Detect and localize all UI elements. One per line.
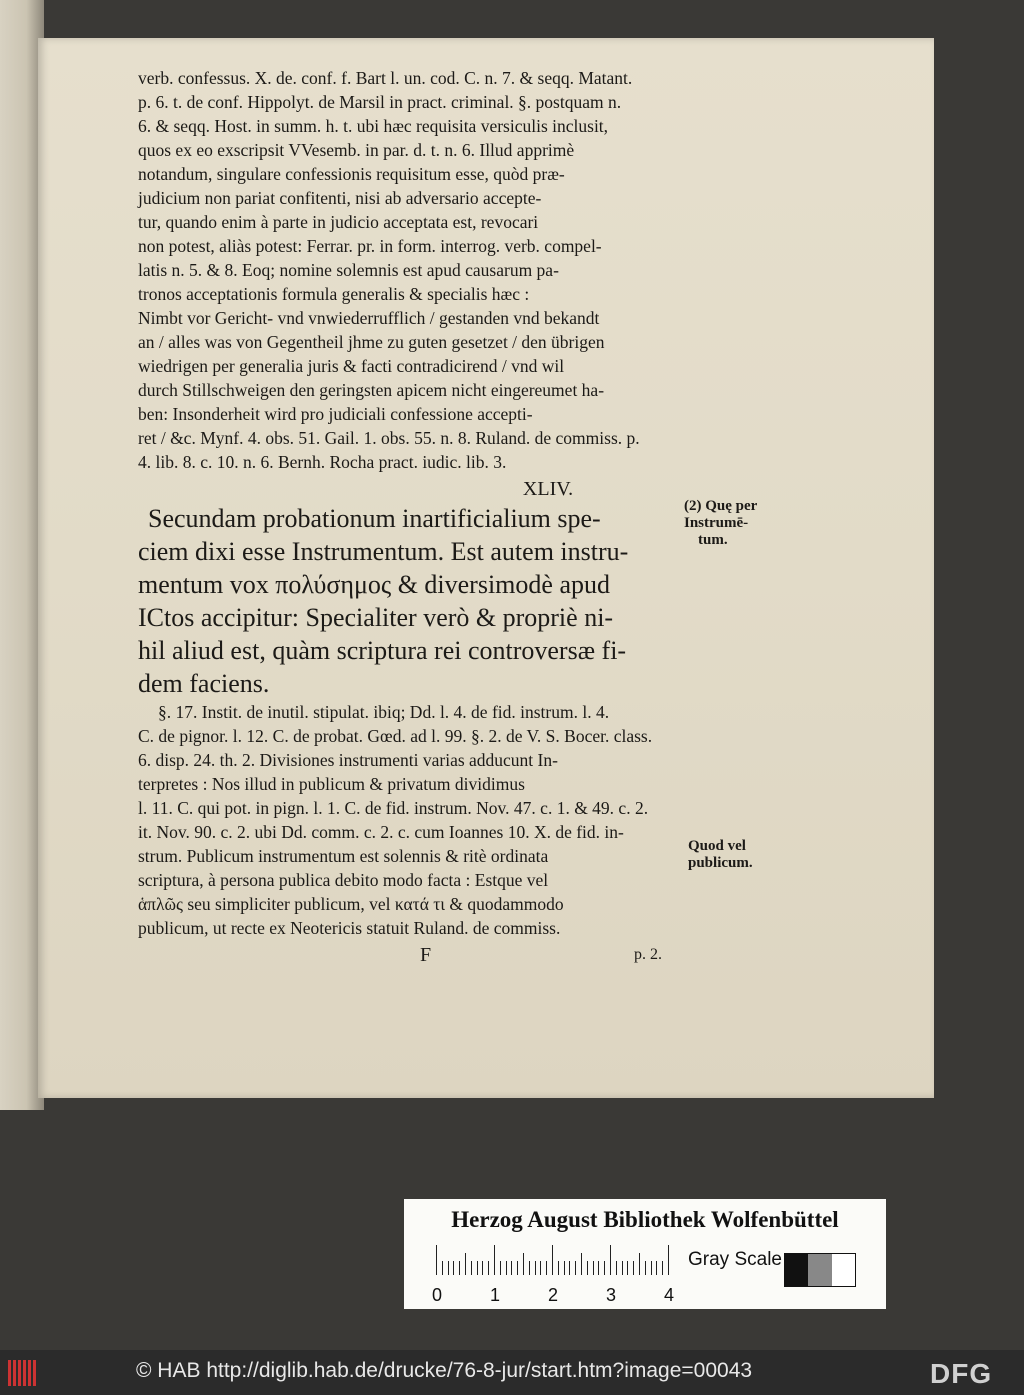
main-text-line: ciem dixi esse Instrumentum. Est autem instru- [138, 537, 629, 566]
margin-note-line: Quod vel [688, 838, 746, 854]
ruler-tick [529, 1261, 530, 1275]
ruler-tick [488, 1261, 489, 1275]
footer-bar [0, 1350, 1024, 1395]
ruler-number: 1 [490, 1285, 501, 1305]
ruler-tick [540, 1261, 541, 1275]
text-line: judicium non pariat confitenti, nisi ab adversario accepte- [138, 188, 542, 208]
ruler-number: 2 [548, 1285, 559, 1305]
footer-url[interactable]: © HAB http://diglib.hab.de/drucke/76-8-jur/start.htm?image=00043 [136, 1359, 753, 1382]
text-line: ret / &c. Mynf. 4. obs. 51. Gail. 1. obs. 55. n. 8. Ruland. de commiss. p. [138, 428, 640, 448]
ruler-tick [523, 1253, 524, 1275]
text-line: tur, quando enim à parte in judicio acceptata est, revocari [138, 212, 539, 232]
ruler-tick [494, 1245, 495, 1275]
text-line: strum. Publicum instrumentum est solennis & ritè ordinata [138, 846, 549, 866]
text-line: quos ex eo exscripsit VVesemb. in par. d. t. n. 6. Illud apprimè [138, 140, 575, 160]
text-line: it. Nov. 90. c. 2. ubi Dd. comm. c. 2. c. cum Ioannes 10. X. de fid. in- [138, 822, 624, 842]
ruler-number: 0 [432, 1285, 443, 1305]
ruler-tick [477, 1261, 478, 1275]
text-line: durch Stillschweigen den geringsten apicem nicht eingereumet ha- [138, 380, 605, 400]
ruler-tick [500, 1261, 501, 1275]
main-text-line: Secundam probationum inartificialium spe- [148, 504, 601, 533]
text-line: wiedrigen per generalia juris & facti contradicirend / vnd wil [138, 356, 565, 376]
margin-note-line: publicum. [688, 855, 753, 871]
ruler-tick [564, 1261, 565, 1275]
main-text-line: ICtos accipitur: Specialiter verò & propriè ni- [138, 603, 614, 632]
ruler-tick [604, 1261, 605, 1275]
text-line: Nimbt vor Gericht- vnd vnwiederrufflich / gestanden vnd bekandt [138, 308, 600, 328]
ruler-tick [546, 1261, 547, 1275]
ruler-tick [436, 1245, 437, 1275]
gray-scale-swatches [784, 1253, 856, 1287]
text-line: terpretes : Nos illud in publicum & privatum dividimus [138, 774, 525, 794]
ruler [436, 1245, 676, 1275]
ruler-tick [517, 1261, 518, 1275]
ruler-tick [656, 1261, 657, 1275]
color-reference-card [404, 1199, 886, 1309]
ruler-tick [627, 1261, 628, 1275]
ruler-tick [511, 1261, 512, 1275]
margin-note-line: (2) Quę per [684, 498, 758, 514]
text-line: 4. lib. 8. c. 10. n. 6. Bernh. Rocha pract. iudic. lib. 3. [138, 452, 507, 472]
ruler-tick [575, 1261, 576, 1275]
ruler-tick [465, 1253, 466, 1275]
ruler-number: 3 [606, 1285, 617, 1305]
ruler-tick [645, 1261, 646, 1275]
dfg-logo: DFG [930, 1358, 993, 1389]
text-line: an / alles was von Gegentheil jhme zu guten gesetzet / den übrigen [138, 332, 605, 352]
ruler-tick [651, 1261, 652, 1275]
ruler-tick [558, 1261, 559, 1275]
ruler-tick [442, 1261, 443, 1275]
ruler-tick [482, 1261, 483, 1275]
ruler-tick [552, 1245, 553, 1275]
text-line: tronos acceptationis formula generalis & specialis hæc : [138, 284, 530, 304]
ruler-number: 4 [664, 1285, 675, 1305]
text-line: §. 17. Instit. de inutil. stipulat. ibiq; Dd. l. 4. de fid. instrum. l. 4. [158, 702, 610, 722]
ruler-tick [581, 1253, 582, 1275]
ruler-tick [668, 1245, 669, 1275]
gray-swatch [832, 1254, 855, 1286]
main-text-line: dem faciens. [138, 669, 270, 698]
section-heading: XLIV. [522, 478, 574, 500]
catchword: p. 2. [634, 946, 662, 963]
text-line: C. de pignor. l. 12. C. de probat. Gœd. ad l. 99. §. 2. de V. S. Bocer. class. [138, 726, 653, 746]
ruler-tick [593, 1261, 594, 1275]
gray-swatch [808, 1254, 831, 1286]
text-line: notandum, singulare confessionis requisitum esse, quòd præ- [138, 164, 565, 184]
ruler-tick [453, 1261, 454, 1275]
ruler-tick [616, 1261, 617, 1275]
text-line: publicum, ut recte ex Neotericis statuit Ruland. de commiss. [138, 918, 561, 938]
text-line: l. 11. C. qui pot. in pign. l. 1. C. de fid. instrum. Nov. 47. c. 1. & 49. c. 2. [138, 798, 649, 818]
gray-scale-label: Gray Scale [688, 1249, 782, 1270]
ruler-tick [633, 1261, 634, 1275]
ruler-tick [569, 1261, 570, 1275]
text-line: scriptura, à persona publica debito modo facta : Estque vel [138, 870, 549, 890]
ruler-tick [639, 1253, 640, 1275]
ruler-tick [662, 1261, 663, 1275]
text-line: 6. & seqq. Host. in summ. h. t. ubi hæc requisita versiculis inclusit, [138, 116, 609, 136]
ruler-tick [448, 1261, 449, 1275]
ruler-tick [535, 1261, 536, 1275]
ruler-tick [506, 1261, 507, 1275]
margin-note-publicum [688, 838, 753, 872]
ruler-tick [587, 1261, 588, 1275]
margin-note-instrumentum [684, 498, 757, 549]
ruler-tick [622, 1261, 623, 1275]
main-text-line: hil aliud est, quàm scriptura rei controversæ fi- [138, 636, 627, 665]
library-name: Herzog August Bibliothek Wolfenbüttel [451, 1207, 839, 1232]
margin-note-line: tum. [698, 532, 728, 548]
ruler-tick [471, 1261, 472, 1275]
book-page [38, 38, 934, 1098]
signature-mark: F [420, 944, 432, 966]
main-text-line: mentum vox πολύσημος & diversimodè apud [138, 570, 610, 599]
margin-note-line: Instrumē- [684, 515, 749, 531]
text-line: latis n. 5. & 8. Eoq; nomine solemnis est apud causarum pa- [138, 260, 559, 280]
text-line: verb. confessus. X. de. conf. f. Bart l. un. cod. C. n. 7. & seqq. Matant. [138, 68, 633, 88]
hab-logo-icon [8, 1360, 38, 1386]
text-line: ben: Insonderheit wird pro judiciali confessione accepti- [138, 404, 533, 424]
gray-swatch [785, 1254, 808, 1286]
ruler-tick [459, 1261, 460, 1275]
ruler-tick [598, 1261, 599, 1275]
text-line: 6. disp. 24. th. 2. Divisiones instrumenti varias adducunt In- [138, 750, 558, 770]
ruler-tick [610, 1245, 611, 1275]
text-line: p. 6. t. de conf. Hippolyt. de Marsil in pract. criminal. §. postquam n. [138, 92, 622, 112]
text-line: non potest, aliàs potest: Ferrar. pr. in form. interrog. verb. compel- [138, 236, 602, 256]
text-line: ἁπλῶς seu simpliciter publicum, vel κατά τι & quodammodo [138, 894, 564, 914]
